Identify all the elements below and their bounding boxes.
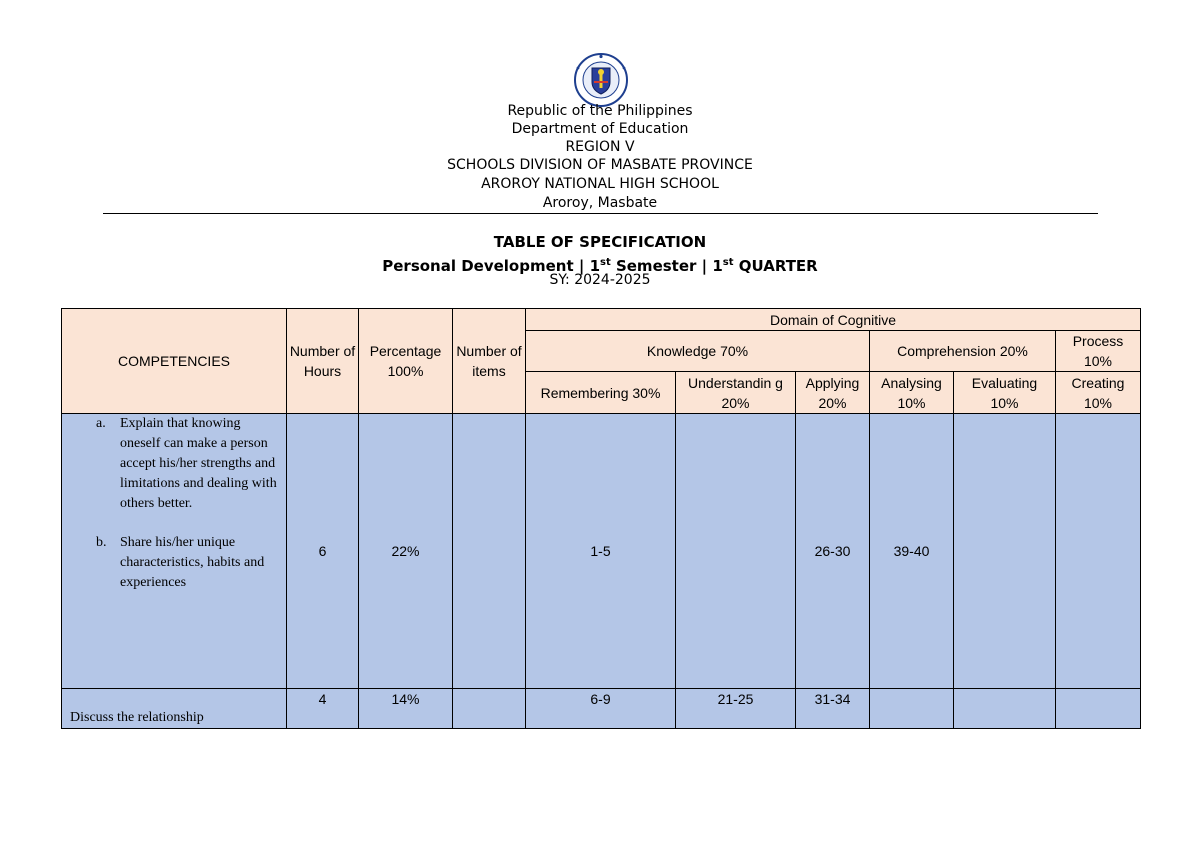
hours-cell: 6 <box>287 414 359 689</box>
creating-cell <box>1056 414 1141 689</box>
list-marker: b. <box>96 535 107 550</box>
separator: | <box>573 257 590 275</box>
school-location: Aroroy, Masbate <box>542 195 658 211</box>
quarter-ordinal: st <box>722 257 734 268</box>
semester-number: 1 <box>589 257 600 275</box>
semester-ordinal: st <box>600 257 611 268</box>
semester-label: Semester <box>610 257 697 275</box>
competency-cell <box>62 689 287 729</box>
school-name: AROROY NATIONAL HIGH SCHOOL <box>481 176 719 192</box>
header-knowledge: Knowledge 70% <box>526 331 870 372</box>
applying-cell: 26-30 <box>796 414 870 689</box>
header-applying: Applying 20% <box>796 372 870 414</box>
header-analysing: Analysing 10% <box>870 372 954 414</box>
creating-cell <box>1056 689 1141 729</box>
republic-line: Republic of the Philippines <box>507 103 693 119</box>
list-item <box>62 414 286 514</box>
quarter-number: 1 <box>712 257 723 275</box>
analysing-cell: 39-40 <box>870 414 954 689</box>
table-row <box>62 689 1141 729</box>
header-domain: Domain of Cognitive <box>526 309 1141 331</box>
header-percentage: Percentage 100% <box>359 309 453 414</box>
deped-seal-logo <box>561 52 641 108</box>
table-row <box>62 414 1141 689</box>
header-remembering: Remembering 30% <box>526 372 676 414</box>
list-marker: a. <box>96 416 106 431</box>
competency-cell <box>62 414 287 689</box>
list-item <box>62 533 286 593</box>
header-process: Process 10% <box>1056 331 1141 372</box>
header-competencies: COMPETENCIES <box>62 309 287 414</box>
division-line: SCHOOLS DIVISION OF MASBATE PROVINCE <box>447 157 753 173</box>
analysing-cell <box>870 689 954 729</box>
school-year: SY: 2024-2025 <box>549 272 651 288</box>
competency-text: Share his/her unique characteristics, habits and experiences <box>120 535 265 590</box>
competency-text: Discuss the relationship <box>70 710 204 725</box>
percentage-cell: 22% <box>359 414 453 689</box>
header-hours: Number of Hours <box>287 309 359 414</box>
understanding-cell <box>676 414 796 689</box>
region-line: REGION V <box>565 139 635 155</box>
header-comprehension: Comprehension 20% <box>870 331 1056 372</box>
subject-name: Personal Development <box>382 257 574 275</box>
separator: | <box>696 257 713 275</box>
header-items: Number of items <box>453 309 526 414</box>
header-creating: Creating 10% <box>1056 372 1141 414</box>
percentage-cell: 14% <box>359 689 453 729</box>
department-line: Department of Education <box>511 121 689 137</box>
items-cell <box>453 414 526 689</box>
remembering-cell: 6-9 <box>526 689 676 729</box>
specification-table <box>61 308 1141 729</box>
remembering-cell: 1-5 <box>526 414 676 689</box>
evaluating-cell <box>954 414 1056 689</box>
competency-text: Explain that knowing oneself can make a person accept his/her strengths and limitations and dealing with others better. <box>120 416 277 511</box>
applying-cell: 31-34 <box>796 689 870 729</box>
hours-cell: 4 <box>287 689 359 729</box>
document-title: TABLE OF SPECIFICATION <box>493 233 707 251</box>
header-divider <box>103 213 1098 214</box>
items-cell <box>453 689 526 729</box>
evaluating-cell <box>954 689 1056 729</box>
competency-list <box>62 414 286 593</box>
header-evaluating: Evaluating 10% <box>954 372 1056 414</box>
understanding-cell: 21-25 <box>676 689 796 729</box>
header-understanding: Understandin g 20% <box>676 372 796 414</box>
quarter-label: QUARTER <box>733 257 818 275</box>
